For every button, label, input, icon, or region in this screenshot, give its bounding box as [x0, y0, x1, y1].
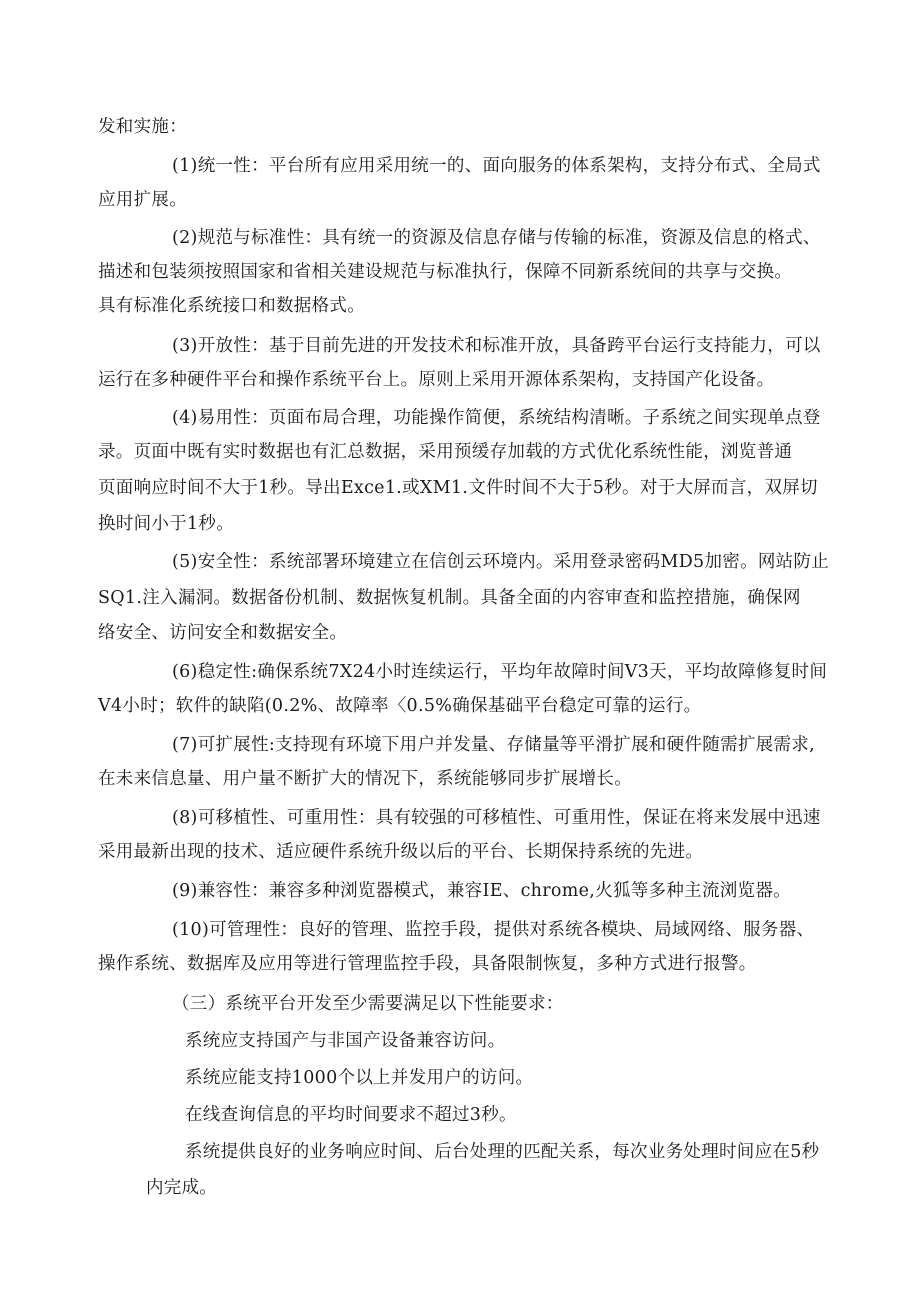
- text-line: 在线查询信息的平均时间要求不超过3秒。: [185, 1105, 517, 1125]
- section-heading: （三）系统平台开发至少需要满足以下性能要求：: [172, 994, 564, 1014]
- text-line: (6)稳定性:确保系统7X24小时连续运行，平均年故障时间V3天，平均故障修复时间: [172, 662, 828, 682]
- text-line: 络安全、访问安全和数据安全。: [98, 623, 348, 643]
- text-line: 内完成。: [146, 1178, 218, 1198]
- text-line: 应用扩展。: [98, 190, 187, 210]
- text-line: 在未来信息量、用户量不断扩大的情况下，系统能够同步扩展增长。: [98, 769, 632, 789]
- text-line: 换时间小于1秒。: [98, 514, 235, 534]
- text-line: (1)统一性：平台所有应用采用统一的、面向服务的体系架构，支持分布式、全局式: [172, 156, 821, 176]
- text-line: V4小时；软件的缺陷(0.2%、故障率〈0.5%确保基础平台稳定可靠的运行。: [98, 696, 702, 716]
- text-line: SQ1.注入漏洞。数据备份机制、数据恢复机制。具备全面的内容审查和监控措施，确保网: [98, 588, 801, 608]
- text-line: (5)安全性：系统部署环境建立在信创云环境内。采用登录密码MD5加密。网站防止: [172, 552, 830, 572]
- text-line: 系统提供良好的业务响应时间、后台处理的匹配关系，每次业务处理时间应在5秒: [185, 1142, 820, 1162]
- text-line: (3)开放性：基于目前先进的开发技术和标准开放，具备跨平台运行支持能力，可以: [172, 336, 821, 356]
- text-line: 页面响应时间不大于1秒。导出Exce1.或XM1.文件时间不大于5秒。对于大屏而言，双屏切: [98, 478, 818, 498]
- text-line: 系统应能支持1000个以上并发用户的访问。: [185, 1068, 534, 1088]
- text-line: (4)易用性：页面布局合理，功能操作简便，系统结构清晰。子系统之间实现单点登: [172, 408, 821, 428]
- text-line: 描述和包装须按照国家和省相关建设规范与标准执行，保障不同新系统间的共享与交换。: [98, 262, 793, 282]
- text-line: (9)兼容性：兼容多种浏览器模式，兼容IE、chrome,火狐等多种主流浏览器。: [172, 881, 791, 901]
- text-line: 录。页面中既有实时数据也有汇总数据，采用预缓存加载的方式优化系统性能，浏览普通: [98, 442, 793, 462]
- text-line: 系统应支持国产与非国产设备兼容访问。: [185, 1031, 506, 1051]
- text-line: 采用最新出现的技术、适应硬件系统升级以后的平台、长期保持系统的先进。: [98, 842, 704, 862]
- text-line: (8)可移植性、可重用性：具有较强的可移植性、可重用性，保证在将来发展中迅速: [172, 808, 821, 828]
- text-line: 具有标准化系统接口和数据格式。: [98, 296, 365, 316]
- text-line: 发和实施：: [98, 117, 187, 137]
- text-line: (2)规范与标准性：具有统一的资源及信息存储与传输的标准，资源及信息的格式、: [172, 228, 821, 248]
- text-line: 操作系统、数据库及应用等进行管理监控手段，具备限制恢复，多种方式进行报警。: [98, 954, 757, 974]
- text-line: (7)可扩展性:支持现有环境下用户并发量、存储量等平滑扩展和硬件随需扩展需求,: [172, 735, 815, 755]
- text-line: 运行在多种硬件平台和操作系统平台上。原则上采用开源体系架构，支持国产化设备。: [98, 370, 775, 390]
- text-line: (10)可管理性：良好的管理、监控手段，提供对系统各模块、局域网络、服务器、: [172, 920, 815, 940]
